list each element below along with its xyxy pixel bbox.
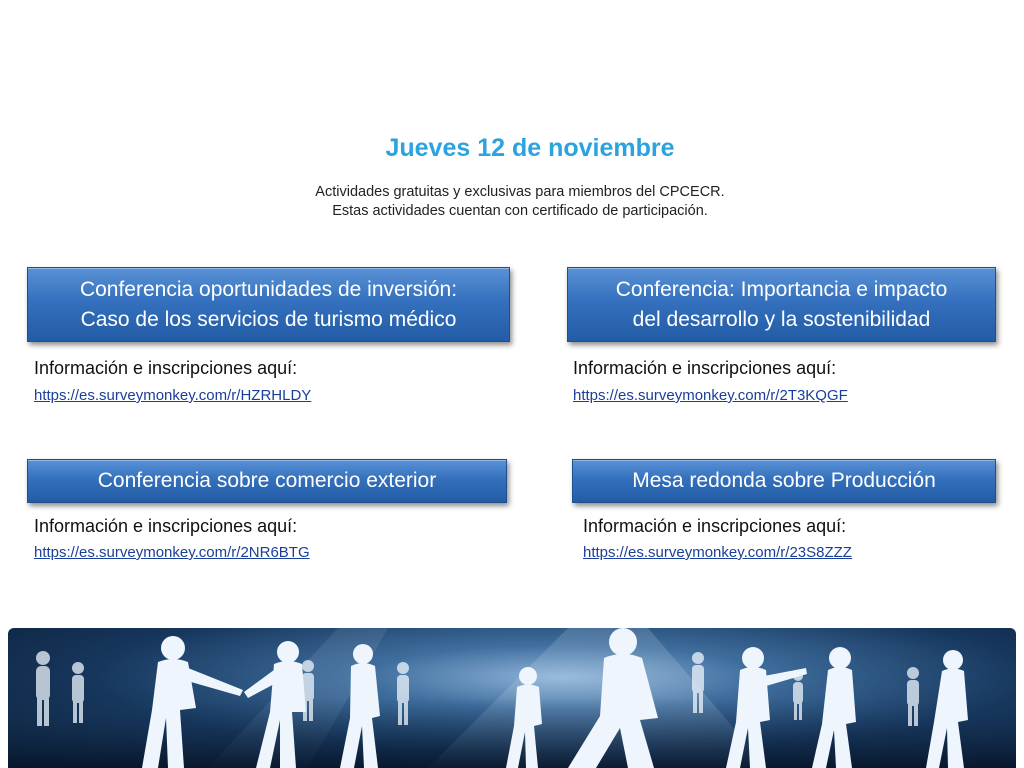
event-button-produccion[interactable] bbox=[572, 459, 996, 503]
event-button-sostenibilidad-line2: del desarrollo y la sostenibilidad bbox=[632, 307, 931, 331]
page-title: Jueves 12 de noviembre bbox=[385, 134, 675, 162]
event-link-sostenibilidad[interactable]: https://es.surveymonkey.com/r/2T3KQGF bbox=[573, 387, 848, 404]
event-button-sostenibilidad-line1: Conferencia: Importancia e impacto bbox=[615, 277, 948, 301]
event-button-inversion-line2: Caso de los servicios de turismo médico bbox=[80, 307, 457, 331]
event-button-inversion[interactable] bbox=[27, 267, 510, 342]
event-button-comercio-exterior-label: Conferencia sobre comercio exterior bbox=[97, 469, 437, 492]
event-info-sostenibilidad: Información e inscripciones aquí: bbox=[573, 358, 837, 378]
event-link-produccion[interactable]: https://es.surveymonkey.com/r/23S8ZZZ bbox=[583, 544, 852, 561]
event-info-comercio-exterior: Información e inscripciones aquí: bbox=[34, 516, 298, 536]
subtitle-line-2: Estas actividades cuentan con certificado de participación. bbox=[332, 203, 708, 219]
event-info-produccion: Información e inscripciones aquí: bbox=[583, 516, 847, 536]
event-button-comercio-exterior[interactable] bbox=[27, 459, 507, 503]
business-people-banner bbox=[8, 628, 1016, 768]
event-link-inversion[interactable]: https://es.surveymonkey.com/r/HZRHLDY bbox=[34, 387, 312, 404]
subtitle-line-1: Actividades gratuitas y exclusivas para miembros del CPCECR. bbox=[315, 184, 725, 200]
event-button-sostenibilidad[interactable] bbox=[567, 267, 996, 342]
event-button-inversion-line1: Conferencia oportunidades de inversión: bbox=[79, 277, 458, 301]
page-subtitle bbox=[0, 183, 1024, 221]
event-info-inversion: Información e inscripciones aquí: bbox=[34, 358, 298, 378]
business-people-silhouettes-icon bbox=[8, 628, 1016, 768]
event-button-produccion-label: Mesa redonda sobre Producción bbox=[632, 469, 936, 492]
event-link-comercio-exterior[interactable]: https://es.surveymonkey.com/r/2NR6BTG bbox=[34, 544, 310, 561]
